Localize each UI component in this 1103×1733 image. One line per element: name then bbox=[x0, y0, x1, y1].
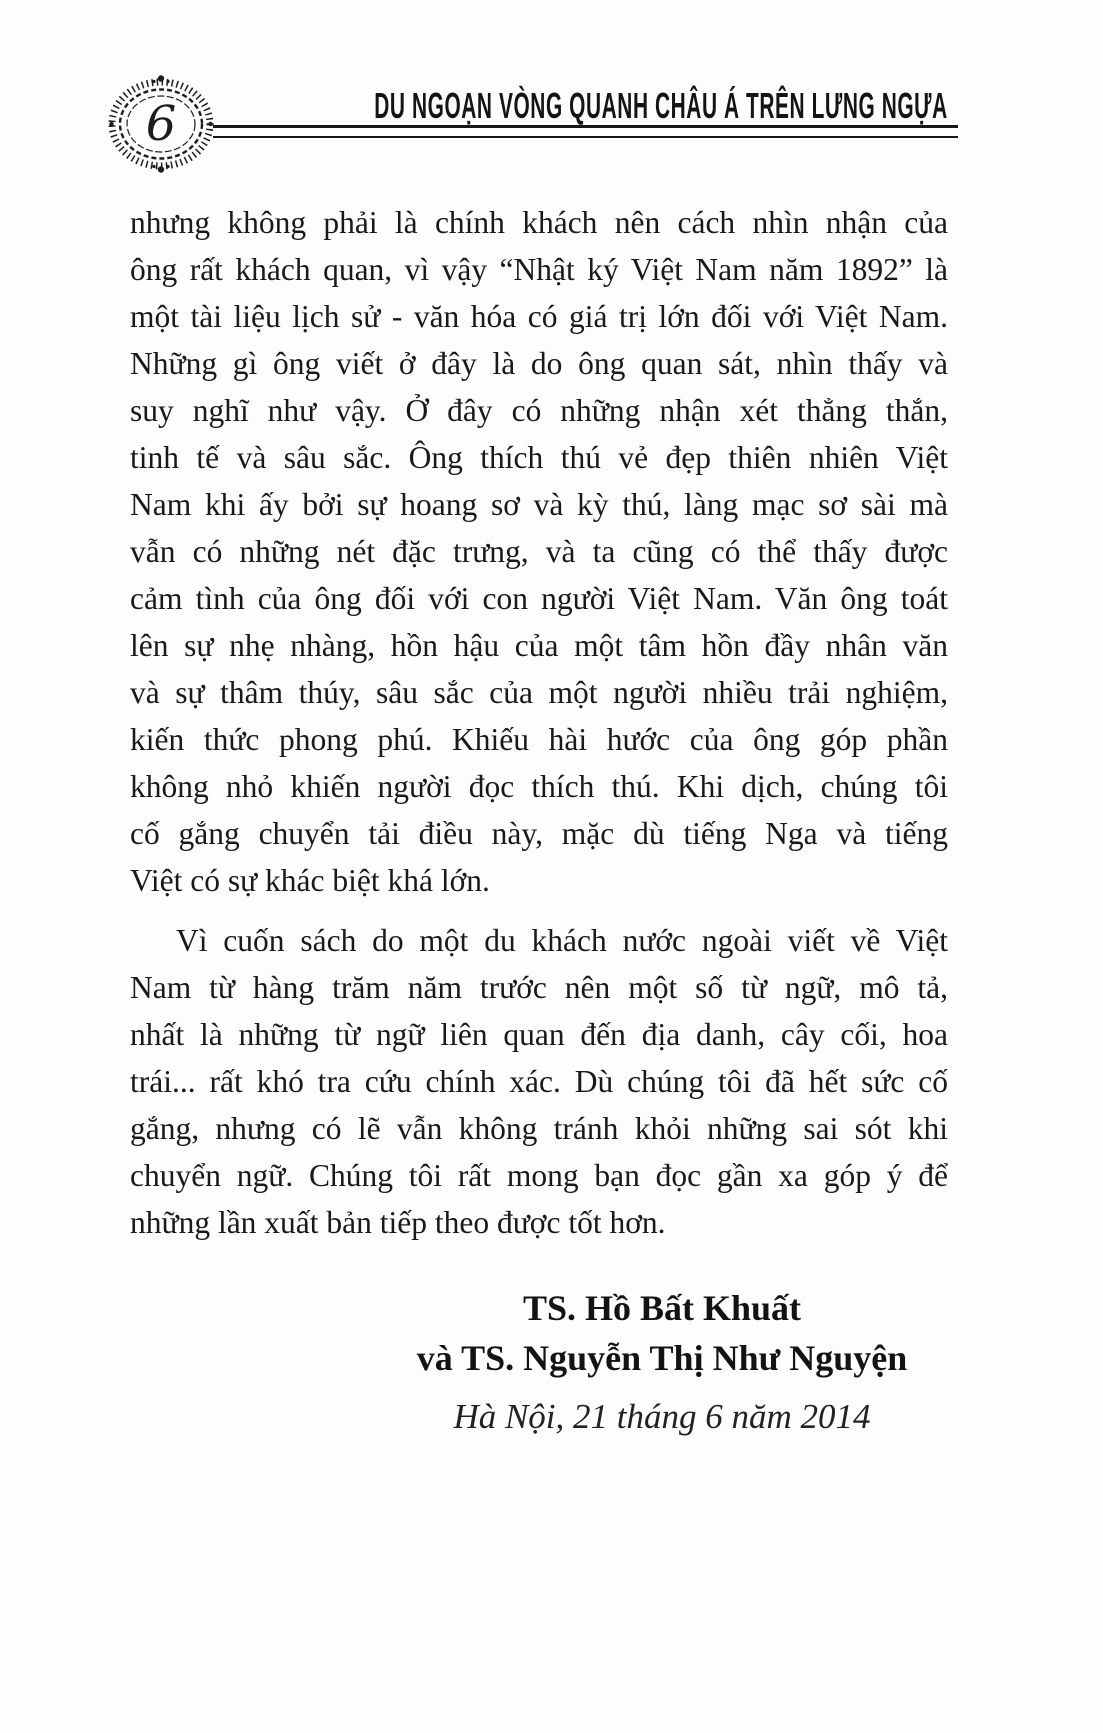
text-line: kiến thức phong phú. Khiếu hài hước của ông góp phần bbox=[130, 722, 948, 757]
text-line: gắng, nhưng có lẽ vẫn không tránh khỏi những sai sót khi bbox=[130, 1111, 948, 1146]
text-line: trái... rất khó tra cứu chính xác. Dù chúng tôi đã hết sức cố bbox=[130, 1064, 948, 1099]
text-line: Nam khi ấy bởi sự hoang sơ và kỳ thú, làng mạc sơ sài mà bbox=[130, 487, 948, 522]
page-number: 6 bbox=[145, 96, 177, 152]
signature-name-1: TS. Hồ Bất Khuất bbox=[522, 1288, 802, 1328]
text-line: Vì cuốn sách do một du khách nước ngoài viết về Việt bbox=[176, 923, 948, 958]
text-line: nhất là những từ ngữ liên quan đến địa danh, cây cối, hoa bbox=[130, 1017, 948, 1052]
running-title: DU NGOẠN VÒNG QUANH CHÂU Á TRÊN LƯNG NGỰA bbox=[374, 85, 948, 126]
signature-block bbox=[222, 1283, 1102, 1441]
text-line: ông rất khách quan, vì vậy “Nhật ký Việt Nam năm 1892” là bbox=[130, 252, 948, 287]
text-line: tinh tế và sâu sắc. Ông thích thú vẻ đẹp thiên nhiên Việt bbox=[130, 440, 948, 475]
text-line: lên sự nhẹ nhàng, hồn hậu của một tâm hồn đầy nhân văn bbox=[130, 628, 948, 663]
signature-name-2: và TS. Nguyễn Thị Như Nguyện bbox=[416, 1338, 908, 1378]
text-line: những lần xuất bản tiếp theo được tốt hơn. bbox=[130, 1205, 666, 1240]
text-line: không nhỏ khiến người đọc thích thú. Khi dịch, chúng tôi bbox=[130, 769, 948, 804]
text-line: Nam từ hàng trăm năm trước nên một số từ ngữ, mô tả, bbox=[130, 970, 948, 1005]
text-line: Việt có sự khác biệt khá lớn. bbox=[130, 863, 490, 898]
signature-date: Hà Nội, 21 tháng 6 năm 2014 bbox=[453, 1397, 871, 1436]
text-line: nhưng không phải là chính khách nên cách nhìn nhận của bbox=[130, 205, 948, 240]
paragraph bbox=[130, 917, 948, 1246]
text-line: và sự thâm thúy, sâu sắc của một người nhiều trải nghiệm, bbox=[130, 675, 948, 710]
body-text bbox=[130, 199, 948, 1246]
text-line: chuyển ngữ. Chúng tôi rất mong bạn đọc gần xa góp ý để bbox=[130, 1158, 948, 1193]
text-line: suy nghĩ như vậy. Ở đây có những nhận xét thẳng thắn, bbox=[130, 393, 948, 428]
text-line: cố gắng chuyển tải điều này, mặc dù tiếng Nga và tiếng bbox=[130, 816, 948, 851]
page-number-ornament bbox=[108, 74, 214, 174]
text-line: cảm tình của ông đối với con người Việt Nam. Văn ông toát bbox=[130, 581, 948, 616]
text-line: vẫn có những nét đặc trưng, và ta cũng có thể thấy được bbox=[130, 534, 948, 569]
text-line: một tài liệu lịch sử - văn hóa có giá trị lớn đối với Việt Nam. bbox=[130, 299, 948, 334]
text-line: Những gì ông viết ở đây là do ông quan sát, nhìn thấy và bbox=[130, 346, 948, 381]
paragraph bbox=[130, 199, 948, 904]
